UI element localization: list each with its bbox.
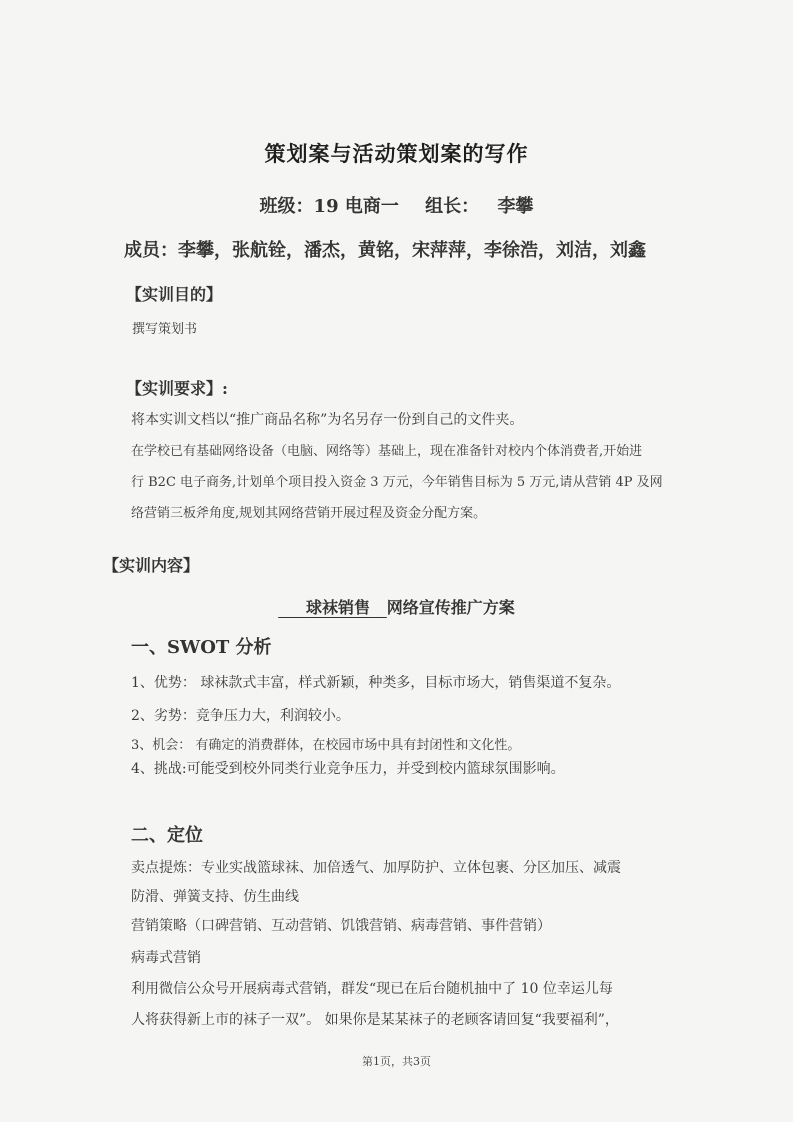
positioning-line-5: 利用微信公众号开展病毒式营销，群发“现已在后台随机抽中了 10 位幸运儿每 xyxy=(131,981,613,997)
swot-item-4: 4、挑战:可能受到校外同类行业竞争压力，并受到校内篮球氛围影响。 xyxy=(131,761,565,777)
content-heading: 【实训内容】 xyxy=(103,556,200,575)
swot-item-3: 3、机会： 有确定的消费群体，在校园市场中具有封闭性和文化性。 xyxy=(131,738,521,753)
positioning-line-2: 防滑、弹簧支持、仿生曲线 xyxy=(131,889,299,905)
swot-heading: 一、SWOT 分析 xyxy=(131,637,272,658)
leader-label: 组长： 李攀 xyxy=(425,196,534,217)
requirements-line-3: 行 B2C 电子商务,计划单个项目投入资金 3 万元，今年销售目标为 5 万元,请从营销 4P 及网 xyxy=(131,475,663,490)
positioning-line-1: 卖点提炼：专业实战篮球袜、加倍透气、加厚防护、立体包裹、分区加压、减震 xyxy=(131,860,621,876)
positioning-heading: 二、定位 xyxy=(131,825,203,846)
plan-product: 球袜销售 xyxy=(306,598,371,617)
document-title: 策划案与活动策划案的写作 xyxy=(264,141,529,166)
purpose-text: 撰写策划书 xyxy=(132,322,198,337)
requirements-line-2: 在学校已有基础网络设备（电脑、网络等）基础上，现在准备针对校内个体消费者,开始进 xyxy=(131,444,643,459)
positioning-line-4: 病毒式营销 xyxy=(131,950,201,966)
members-line: 成员：李攀，张航铨，潘杰，黄铭，宋萍萍，李徐浩，刘洁，刘鑫 xyxy=(124,240,646,261)
class-leader-line xyxy=(0,192,793,218)
swot-item-2: 2、劣势：竞争压力大，利润较小。 xyxy=(131,708,350,724)
positioning-line-6: 人将获得新上市的袜子一双”。 如果你是某某袜子的老顾客请回复“我要福利”， xyxy=(131,1012,619,1028)
requirements-line-1: 将本实训文档以“推广商品名称”为名另存一份到自己的文件夹。 xyxy=(131,412,524,428)
swot-item-1: 1、优势： 球袜款式丰富，样式新颖，种类多，目标市场大，销售渠道不复杂。 xyxy=(131,675,621,691)
class-label: 班级：19 电商一 xyxy=(259,196,399,217)
leader-name: 李攀 xyxy=(497,196,534,217)
purpose-heading: 【实训目的】 xyxy=(126,285,223,304)
requirements-heading: 【实训要求】: xyxy=(126,379,228,398)
page-footer: 第1页，共3页 xyxy=(362,1055,431,1068)
plan-title xyxy=(0,595,793,618)
positioning-line-3: 营销策略（口碑营销、互动营销、饥饿营销、病毒营销、事件营销） xyxy=(131,918,551,934)
plan-title-rest: 网络宣传推广方案 xyxy=(386,598,515,617)
requirements-line-4: 络营销三板斧角度,规划其网络营销开展过程及资金分配方案。 xyxy=(131,506,487,521)
